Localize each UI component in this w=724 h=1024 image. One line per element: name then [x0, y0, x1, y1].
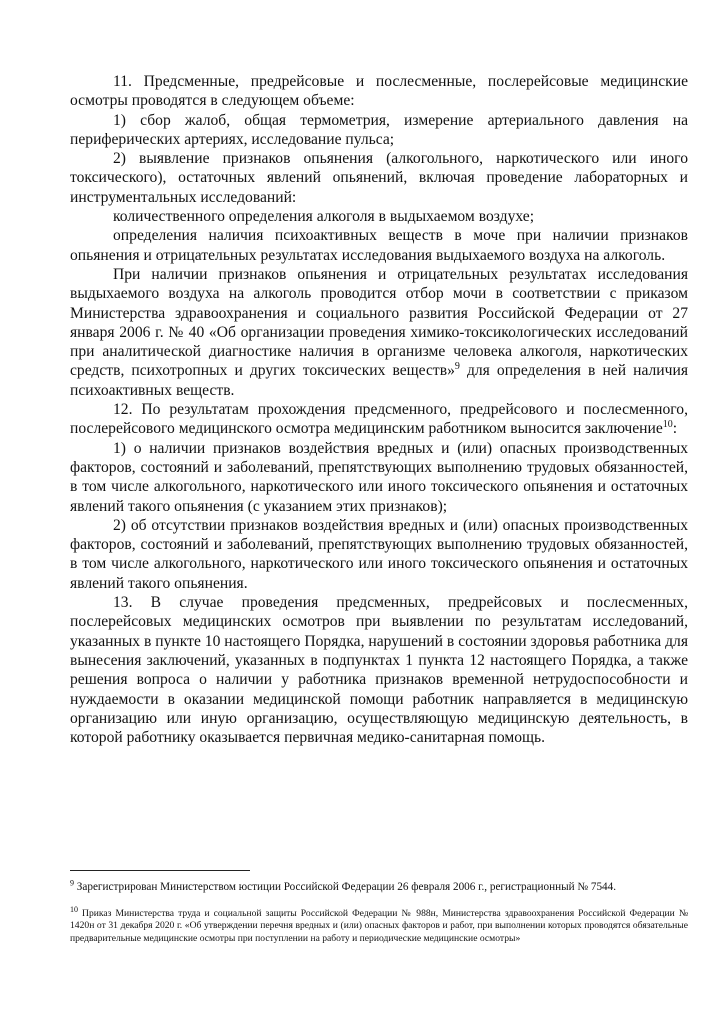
paragraph-text: 2) выявление признаков опьянения (алкогольного, наркотического или иного токсического), остаточных явлений опьянений, включая проведение лабораторных и инструментальных исследований: — [70, 150, 688, 206]
paragraph-11-urine-sampling — [70, 265, 688, 400]
paragraph-11-item-1 — [70, 111, 688, 150]
footnote-text: Зарегистрирован Министерством юстиции Российской Федерации 26 февраля 2006 г., регистрационный № 7544. — [74, 881, 617, 893]
paragraph-11 — [70, 72, 688, 111]
paragraph-13 — [70, 593, 688, 747]
paragraph-text: 1) о наличии признаков воздействия вредных и (или) опасных производственных факторов, состояний и заболеваний, препятствующих выполнению трудовых обязанностей, в том числе алкогольного, наркотического или иного токсического опьянения и остаточных явлений такого опьянения (с указанием этих признаков); — [70, 439, 688, 515]
paragraph-11-item-2 — [70, 149, 688, 207]
paragraph-text-continued: : — [672, 420, 678, 438]
footnote-10 — [70, 904, 688, 945]
paragraph-text: количественного определения алкоголя в выдыхаемом воздухе; — [113, 208, 535, 226]
paragraph-text: 13. В случае проведения предсменных, предрейсовых и послесменных, послерейсовых медицинских осмотров при выявлении по результатам исследований, указанных в пункте 10 настоящего Порядка, нарушений в состоянии здоровья работника для вынесения заключений, указанных в подпунктах 1 пункта 12 настоящего Порядка, а также решения вопроса о наличии у работника признаков временной нетрудоспособности и нуждаемости в оказании медицинской помощи работник направляется в медицинскую организацию или иную организацию, осуществляющую медицинскую деятельность, в которой работнику оказывается первичная медико-санитарная помощь. — [70, 594, 688, 747]
paragraph-text: 1) сбор жалоб, общая термометрия, измерение артериального давления на периферических артериях, исследование пульса; — [70, 111, 688, 148]
paragraph-12-item-1 — [70, 439, 688, 516]
footnote-number: 10 — [70, 904, 78, 914]
footnote-ref-9[interactable]: 9 — [454, 361, 460, 373]
footnote-separator — [70, 870, 250, 871]
paragraph-text: определения наличия психоактивных веществ в моче при наличии признаков опьянения и отрицательных результатах исследования выдыхаемого воздуха на алкоголь. — [70, 227, 688, 264]
paragraph-text: При наличии признаков опьянения и отрицательных результатах исследования выдыхаемого воздуха на алкоголь проводится отбор мочи в соответствии с приказом Министерства здравоохранения и социального развития Российской Федерации от 27 января 2006 г. № 40 «Об организации проведения химико-токсикологических исследований при аналитической диагностике наличия в организме человека алкоголя, наркотических средств, психотропных и других токсических веществ» — [70, 265, 688, 380]
footnote-ref-10[interactable]: 10 — [662, 419, 673, 431]
paragraph-text: 2) об отсутствии признаков воздействия вредных и (или) опасных производственных факторов, состояний и заболеваний, препятствующих выполнению трудовых обязанностей, в том числе алкогольного, наркотического или иного токсического опьянения и остаточных явлений такого опьянения. — [70, 516, 688, 592]
paragraph-text: 12. По результатам прохождения предсменного, предрейсового и послесменного, послерейсового медицинского осмотра медицинским работником выносится заключение — [70, 401, 688, 438]
footnote-text: Приказ Министерства труда и социальной защиты Российской Федерации № 988н, Министерства здравоохранения Российской Федерации № 1420н от 31 декабря 2020 г. «Об утверждении перечня вредных и (или) опасных факторов и работ, при выполнении которых проводятся обязательные предварительные медицинские осмотры при поступлении на работу и периодические медицинские осмотры» — [70, 908, 688, 944]
paragraph-12 — [70, 400, 688, 439]
paragraph-12-item-2 — [70, 516, 688, 593]
paragraph-11-subitem-alcohol — [70, 207, 688, 226]
footnote-9 — [70, 880, 688, 894]
paragraph-text: 11. Предсменные, предрейсовые и послесменные, послерейсовые медицинские осмотры проводятся в следующем объеме: — [70, 73, 688, 110]
document-body — [70, 72, 688, 747]
paragraph-text-continued: для определения в ней наличия психоактивных веществ. — [70, 362, 688, 399]
paragraph-11-subitem-urine — [70, 226, 688, 265]
footnote-number: 9 — [70, 878, 74, 888]
